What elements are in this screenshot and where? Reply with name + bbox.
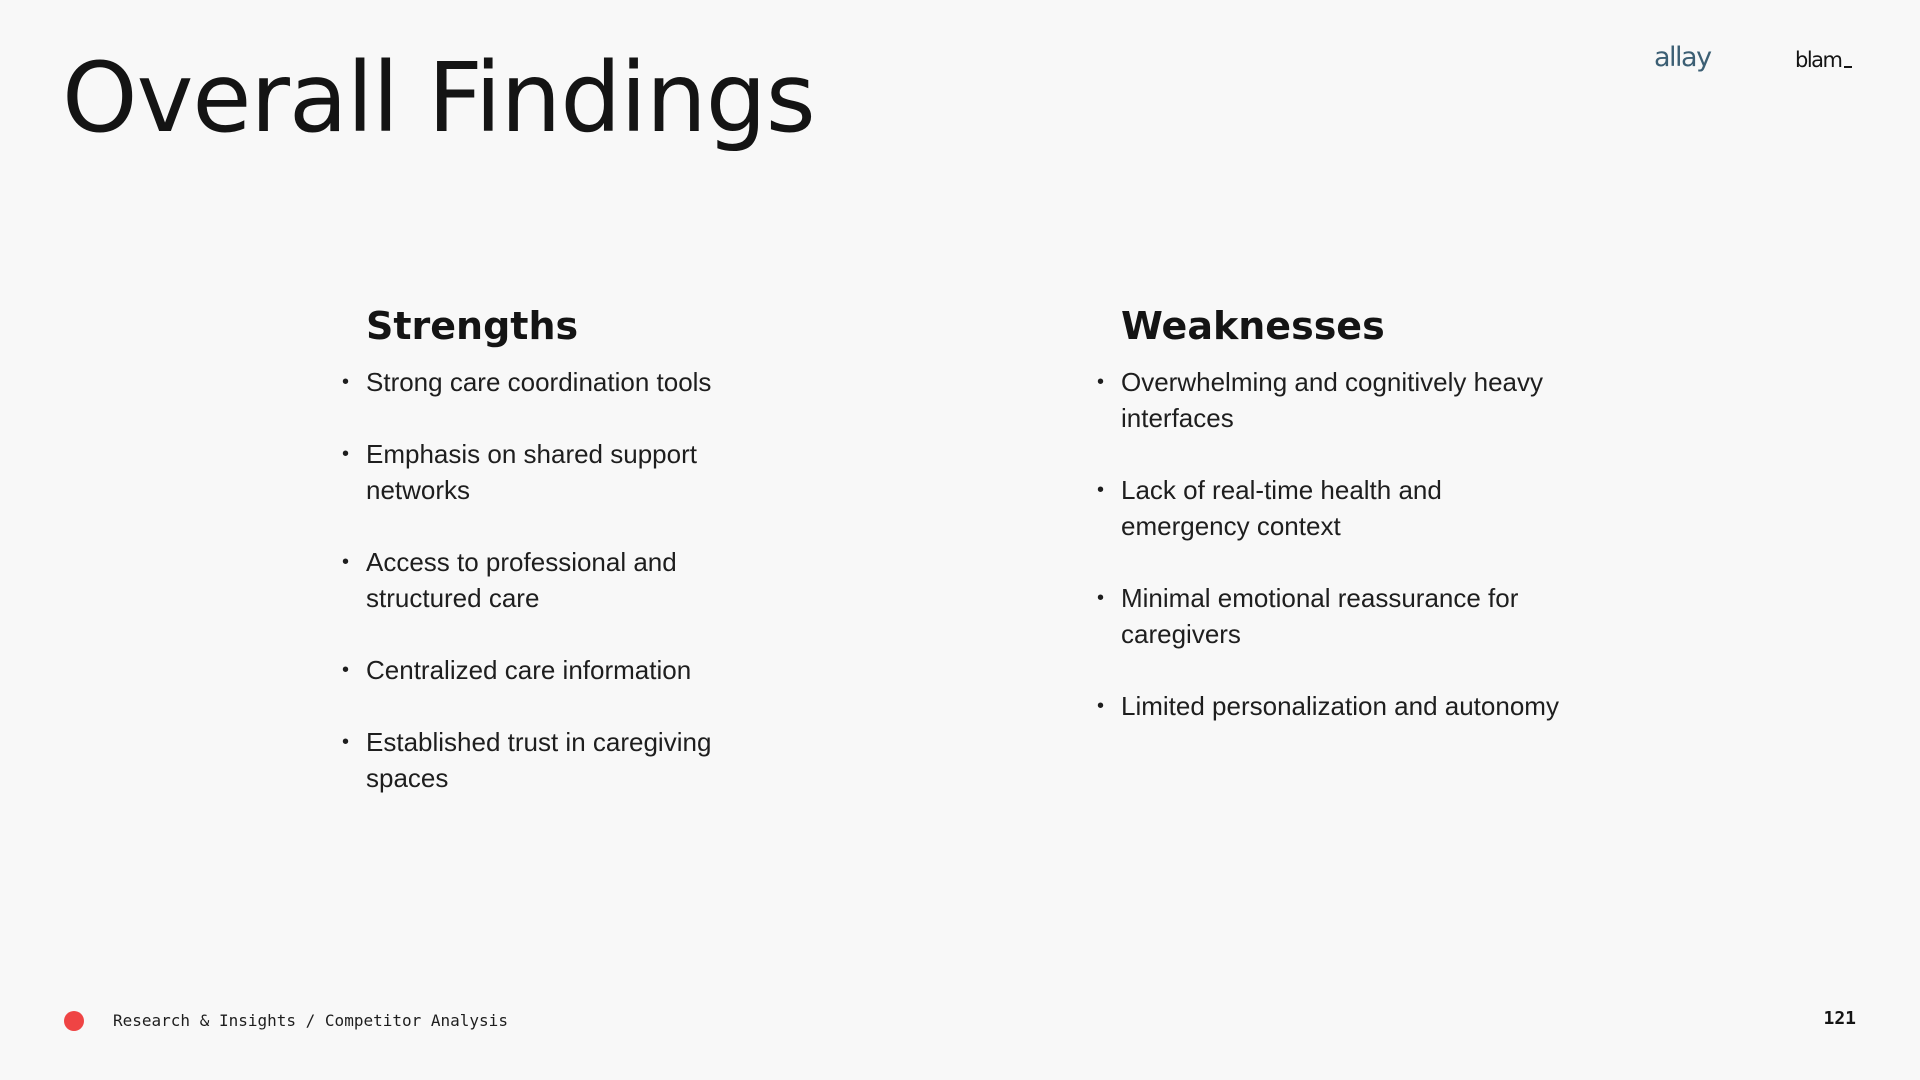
strengths-list-item (340, 364, 780, 400)
bullet-dot-icon: • (1097, 587, 1105, 609)
strengths-list-item (340, 724, 780, 796)
weaknesses-list-item (1095, 472, 1575, 544)
bullet-dot-icon: • (1097, 371, 1105, 393)
weaknesses-item-text: Lack of real-time health and emergency context (1121, 475, 1442, 541)
weaknesses-item-text: Limited personalization and autonomy (1121, 691, 1559, 721)
page-number: 121 (1823, 1008, 1856, 1029)
bullet-dot-icon: • (342, 551, 350, 573)
weaknesses-item-text: Overwhelming and cognitively heavy interfaces (1121, 367, 1543, 433)
slide-title: Overall Findings (62, 42, 815, 154)
strengths-item-text: Access to professional and structured care (366, 547, 677, 613)
strengths-item-text: Emphasis on shared support networks (366, 439, 697, 505)
strengths-heading: Strengths (366, 304, 579, 348)
bullet-dot-icon: • (342, 659, 350, 681)
weaknesses-list-item (1095, 688, 1575, 724)
strengths-section (340, 298, 780, 832)
strengths-list (340, 364, 780, 796)
blam-underscore-mark (1844, 66, 1852, 68)
weaknesses-list-item (1095, 580, 1575, 652)
blam-logo (1795, 46, 1852, 74)
bullet-dot-icon: • (1097, 695, 1105, 717)
strengths-item-text: Strong care coordination tools (366, 367, 712, 397)
bullet-dot-icon: • (342, 443, 350, 465)
allay-logo: allay (1654, 42, 1711, 73)
footer-breadcrumb: Research & Insights / Competitor Analysis (113, 1011, 508, 1030)
strengths-item-text: Centralized care information (366, 655, 692, 685)
bullet-dot-icon: • (342, 731, 350, 753)
weaknesses-section (1095, 298, 1575, 760)
weaknesses-list (1095, 364, 1575, 724)
red-circle-icon (64, 1011, 84, 1031)
bullet-dot-icon: • (1097, 479, 1105, 501)
weaknesses-item-text: Minimal emotional reassurance for caregivers (1121, 583, 1519, 649)
weaknesses-list-item (1095, 364, 1575, 436)
strengths-item-text: Established trust in caregiving spaces (366, 727, 712, 793)
strengths-list-item (340, 544, 780, 616)
bullet-dot-icon: • (342, 371, 350, 393)
strengths-list-item (340, 436, 780, 508)
blam-logo-text: blam (1795, 48, 1842, 72)
weaknesses-heading: Weaknesses (1121, 304, 1385, 348)
strengths-list-item (340, 652, 780, 688)
